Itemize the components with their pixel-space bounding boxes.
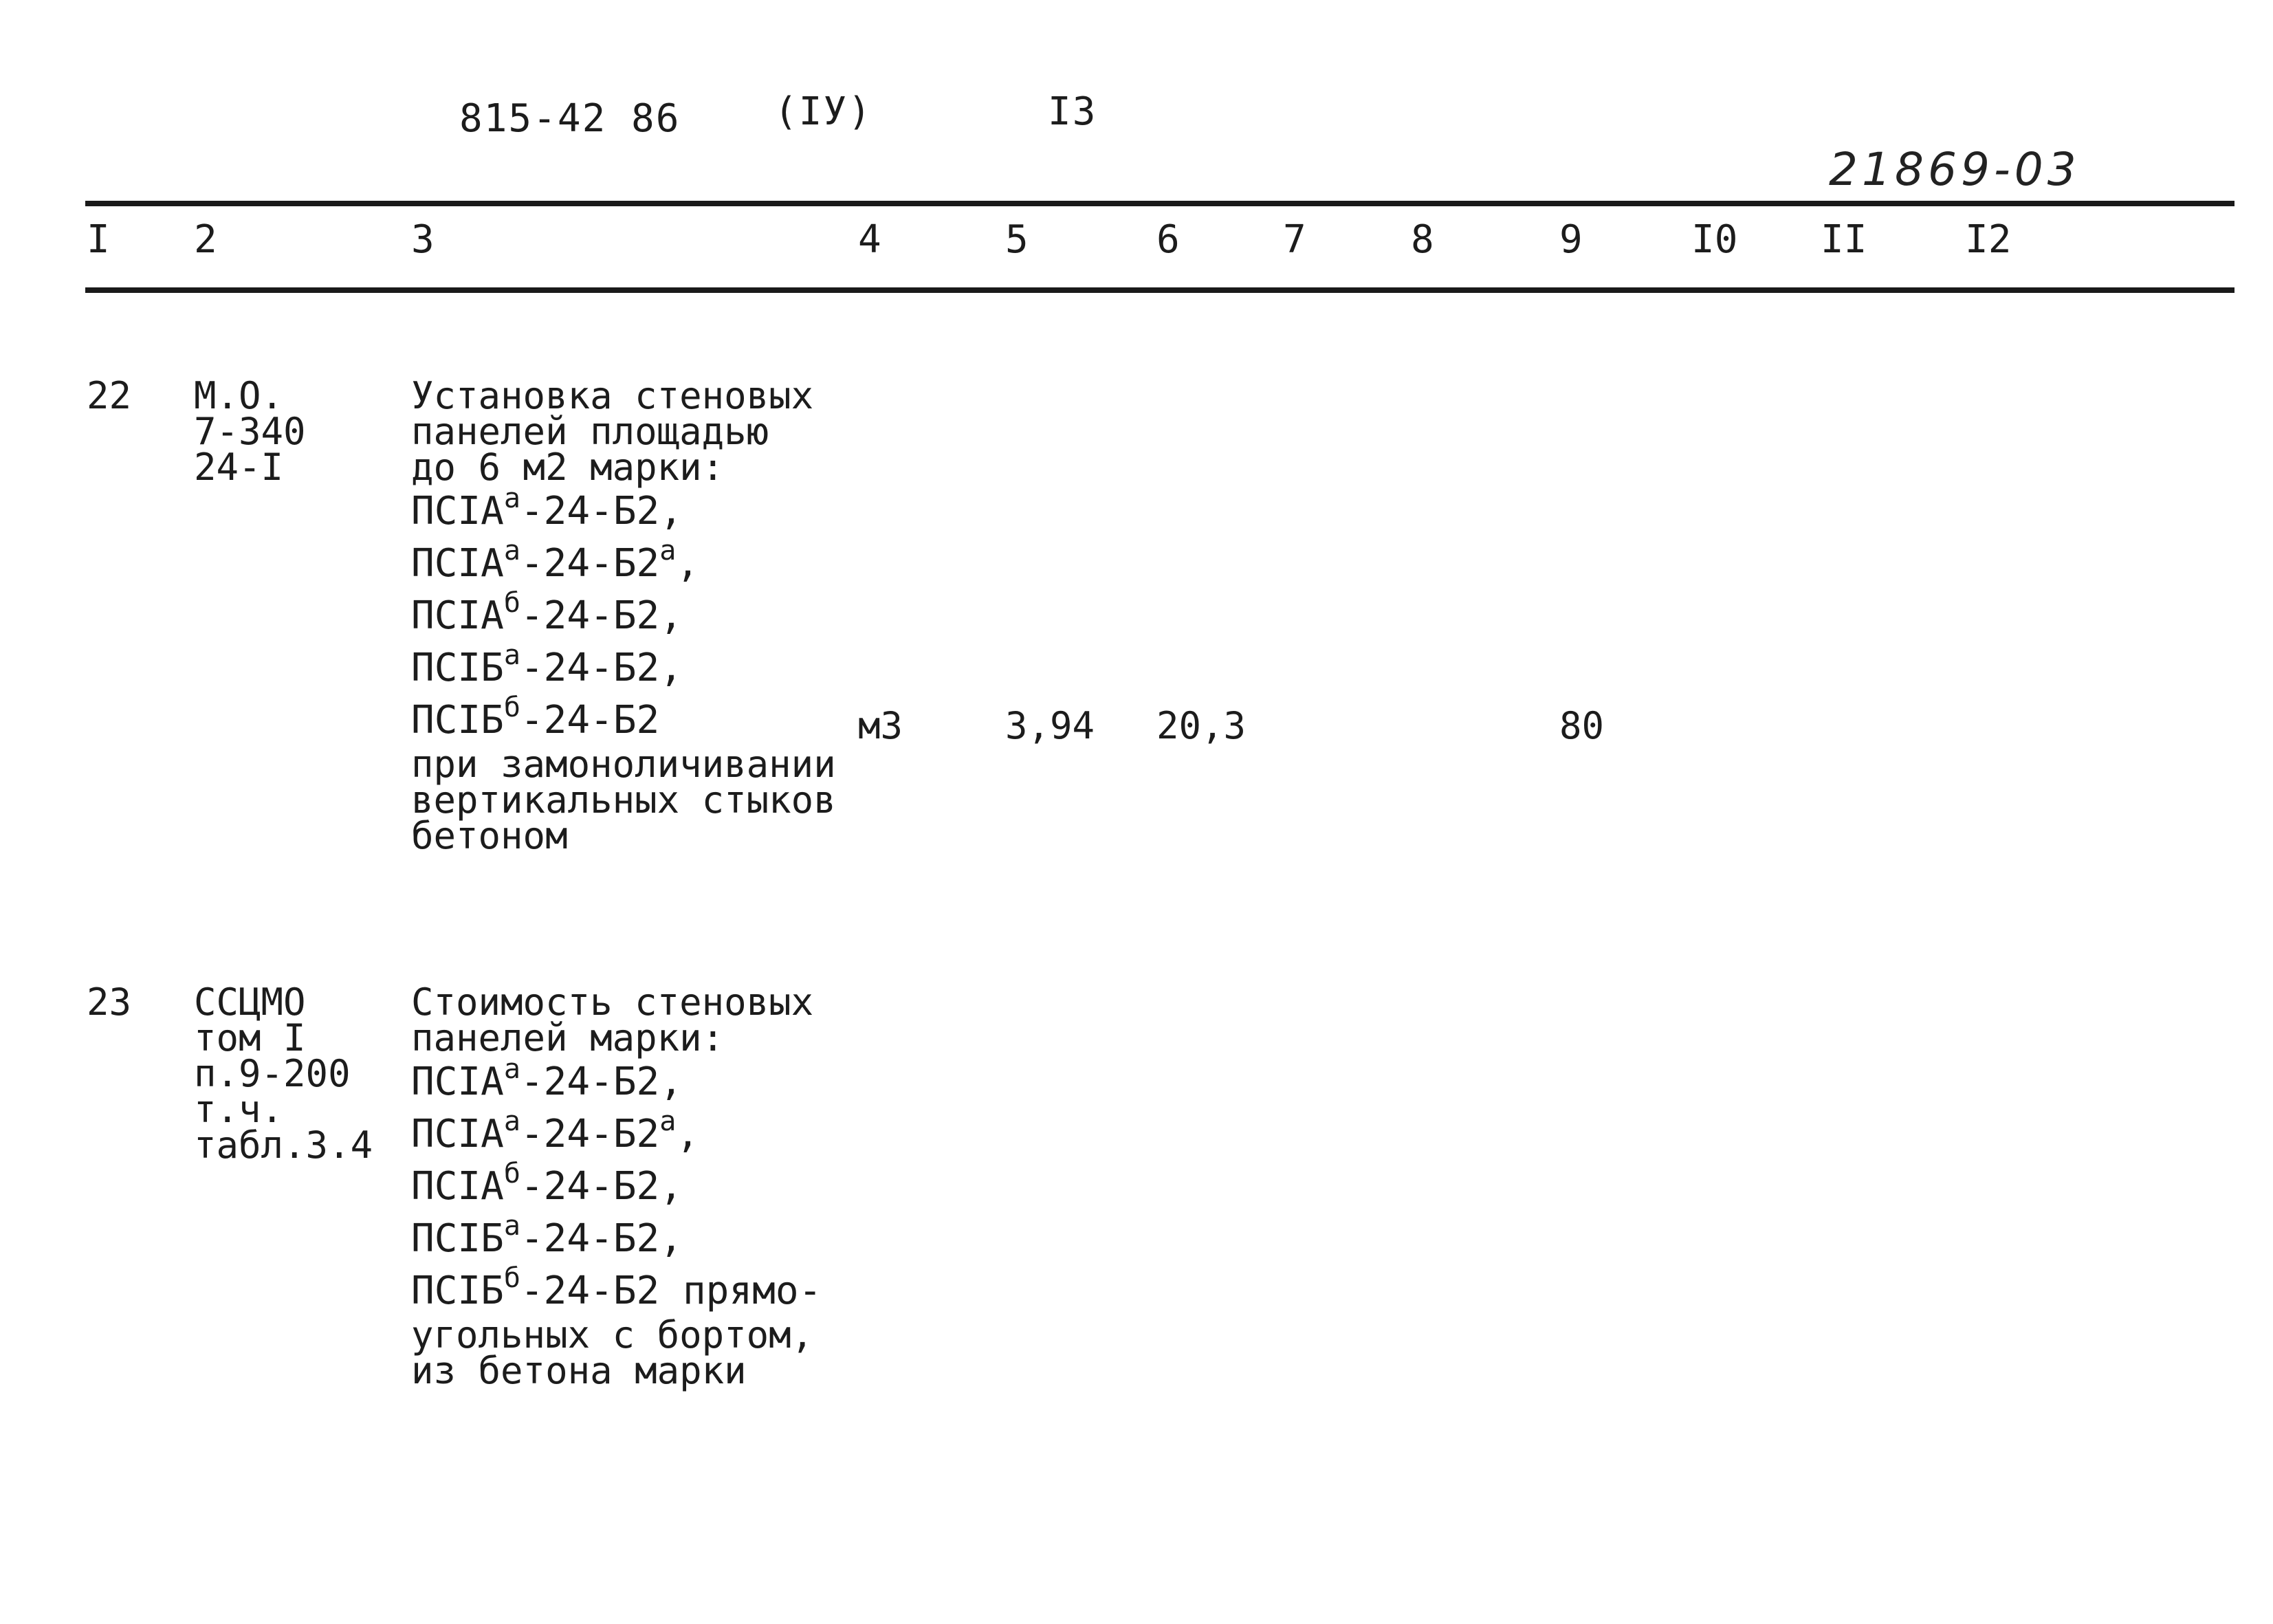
column-5-value: 3,94 bbox=[1005, 704, 1095, 747]
panel-mark: $ПСIА^б-24-Б2$, bbox=[411, 1158, 683, 1209]
section-label: (IУ) bbox=[774, 89, 872, 134]
row-description bbox=[411, 980, 822, 1392]
row-reference bbox=[194, 980, 373, 1167]
column-9-value: 80 bbox=[1559, 704, 1605, 747]
column-6-value: 20,3 bbox=[1156, 704, 1247, 747]
column-number: II bbox=[1821, 217, 1867, 262]
column-number: 3 bbox=[411, 217, 435, 262]
document-code: 815-42 86 bbox=[459, 96, 681, 141]
column-number: I0 bbox=[1691, 217, 1738, 262]
column-number: 2 bbox=[194, 217, 217, 262]
reference-line: 7-340 bbox=[194, 410, 306, 453]
handwritten-number: 21869-03 bbox=[1829, 143, 2080, 196]
description-line: Установка стеновых bbox=[411, 374, 814, 417]
column-number: I2 bbox=[1965, 217, 2012, 262]
panel-mark: $ПСIА^а-24-Б2$, bbox=[411, 1053, 683, 1104]
page-number: I3 bbox=[1048, 89, 1097, 134]
description-line: до 6 м2 марки: bbox=[411, 446, 725, 489]
panel-mark: $ПСIА^а-24-Б2^а$, bbox=[411, 1106, 700, 1156]
description-line: вертикальных стыков bbox=[411, 778, 836, 822]
row-number: 23 bbox=[87, 980, 132, 1024]
column-number: 9 bbox=[1559, 217, 1583, 262]
panel-mark: $ПСIБ^а-24-Б2$, bbox=[411, 639, 683, 690]
panel-mark: $ПСIБ^б-24-Б2$ bbox=[411, 692, 660, 743]
panel-mark: $ПСIА^а-24-Б2^а$, bbox=[411, 535, 700, 586]
column-number: 7 bbox=[1283, 217, 1306, 262]
unit-value: м3 bbox=[858, 704, 903, 747]
reference-line: п.9-200 bbox=[194, 1052, 351, 1095]
reference-line: 24-I bbox=[194, 446, 284, 489]
description-line: Стоимость стеновых bbox=[411, 980, 814, 1024]
top-rule bbox=[85, 201, 2234, 206]
column-number: 8 bbox=[1411, 217, 1434, 262]
header-bottom-rule bbox=[85, 287, 2234, 293]
reference-line: М.О. bbox=[194, 374, 284, 417]
reference-line: табл.3.4 bbox=[194, 1123, 373, 1167]
reference-line: т.ч. bbox=[194, 1088, 284, 1131]
description-line: панелей площадью bbox=[411, 410, 769, 453]
column-number: I bbox=[87, 217, 110, 262]
panel-mark: $ПСIА^а-24-Б2$, bbox=[411, 483, 683, 534]
row-reference bbox=[194, 374, 306, 489]
column-number: 6 bbox=[1156, 217, 1180, 262]
description-line: угольных с бортом, bbox=[411, 1313, 814, 1357]
panel-mark: $ПСIА^б-24-Б2$, bbox=[411, 587, 683, 638]
reference-line: том I bbox=[194, 1016, 306, 1060]
row-number: 22 bbox=[87, 374, 132, 417]
reference-line: ССЦМО bbox=[194, 980, 306, 1024]
row-description bbox=[411, 374, 836, 857]
panel-mark: $ПСIБ^а-24-Б2$, bbox=[411, 1210, 683, 1261]
column-number: 4 bbox=[858, 217, 881, 262]
description-line: панелей марки: bbox=[411, 1016, 725, 1060]
description-line: при замоноличивании bbox=[411, 743, 836, 786]
column-number: 5 bbox=[1005, 217, 1029, 262]
description-line: бетоном bbox=[411, 814, 568, 857]
panel-mark: $ПСIБ^б-24-Б2$ прямо- bbox=[411, 1262, 822, 1313]
description-line: из бетона марки bbox=[411, 1349, 747, 1392]
